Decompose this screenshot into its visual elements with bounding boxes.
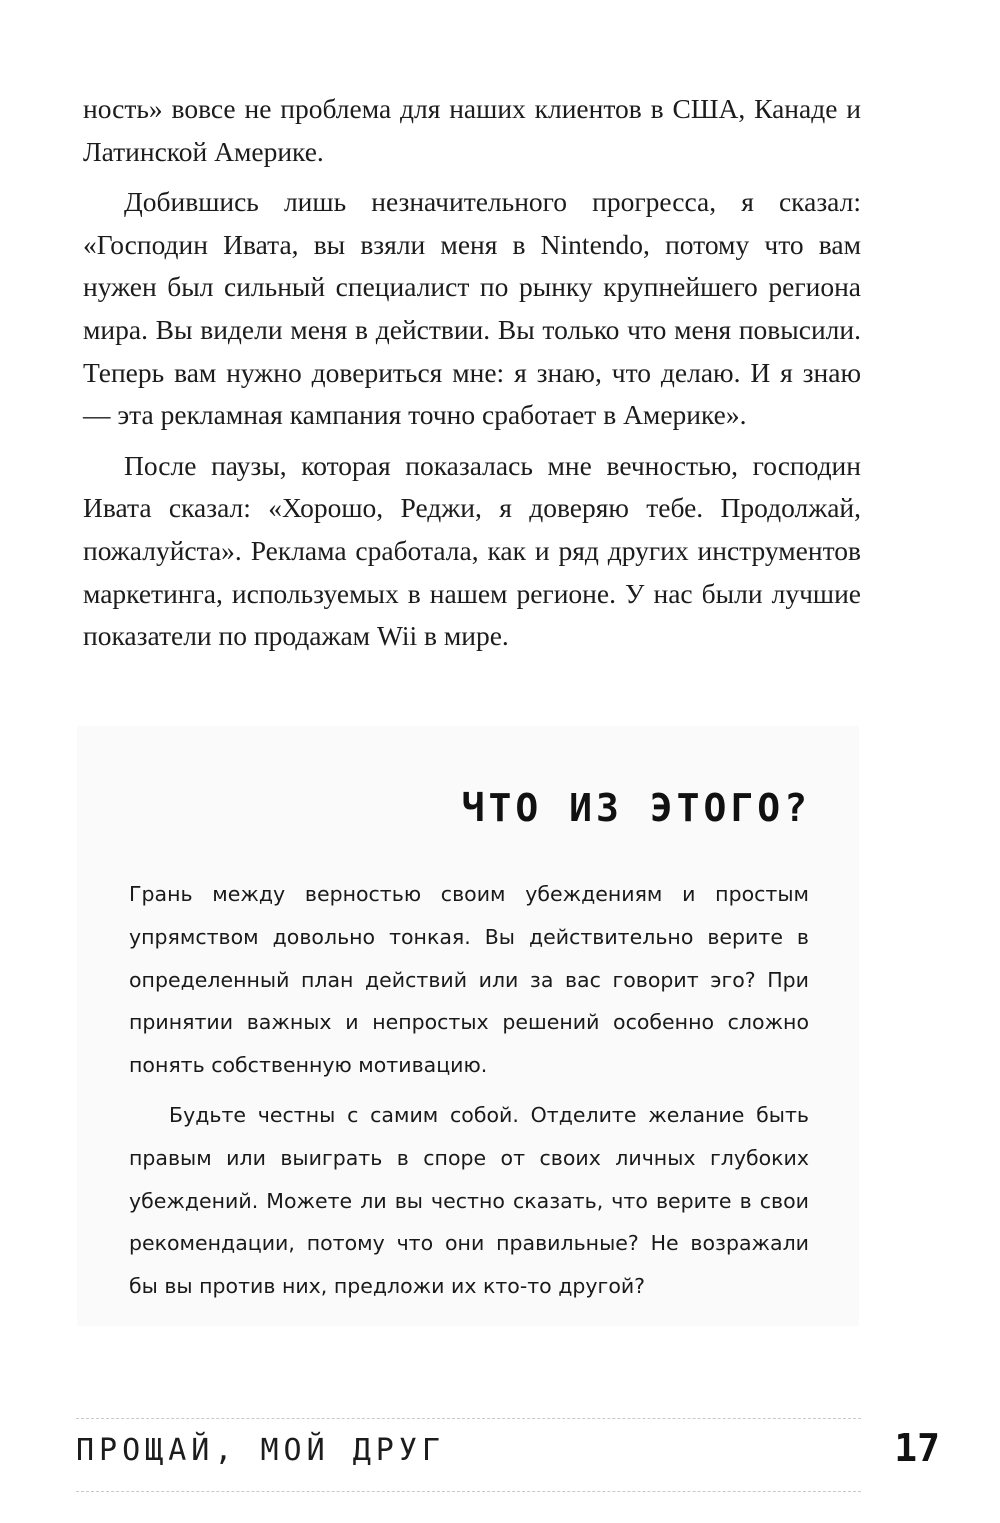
takeaway-title: ЧТО ИЗ ЭТОГО? xyxy=(461,786,811,830)
takeaway-paragraph-1: Грань между верностью своим убеждениям и простым упрямством довольно тонкая. Вы действительно верите в определенный план действий или за вас говорит эго? При принятии важных и непростых решений особенно сложно понять собственную мотивацию. xyxy=(129,882,809,1078)
takeaway-box xyxy=(77,726,859,1326)
takeaway-paragraph-2: Будьте честны с самим собой. Отделите желание быть правым или выиграть в споре от своих личных глубоких убеждений. Можете ли вы честно сказать, что верите в свои рекомендации, потому что они правильные? Не возражали бы вы против них, предложи их кто-то другой? xyxy=(129,1102,809,1299)
running-title: ПРОЩАЙ, МОЙ ДРУГ xyxy=(76,1433,445,1468)
main-text xyxy=(83,88,861,658)
main-paragraph-3: После паузы, которая показалась мне вечностью, господин Ивата сказал: «Хорошо, Реджи, я доверяю тебе. Продолжай, пожалуйста». Реклама сработала, как и ряд других инструментов маркетинга, используемых в нашем регионе. У нас были лучшие показатели по продажам Wii в мире. xyxy=(83,449,861,652)
footer-rule-bottom xyxy=(76,1491,861,1492)
page-number: 17 xyxy=(894,1426,940,1470)
takeaway-text xyxy=(129,873,809,1308)
footer-rule-top xyxy=(76,1418,861,1419)
main-paragraph-1: ность» вовсе не проблема для наших клиентов в США, Канаде и Латинской Америке. xyxy=(83,93,861,167)
main-paragraph-2: Добившись лишь незначительного прогресса, я сказал: «Господин Ивата, вы взяли меня в Nintendo, потому что вам нужен был сильный специалист по рынку крупнейшего региона мира. Вы видели меня в действии. Вы только что меня повысили. Теперь вам нужно довериться мне: я знаю, что делаю. И я знаю — эта рекламная кампания точно сработает в Америке». xyxy=(83,186,861,431)
